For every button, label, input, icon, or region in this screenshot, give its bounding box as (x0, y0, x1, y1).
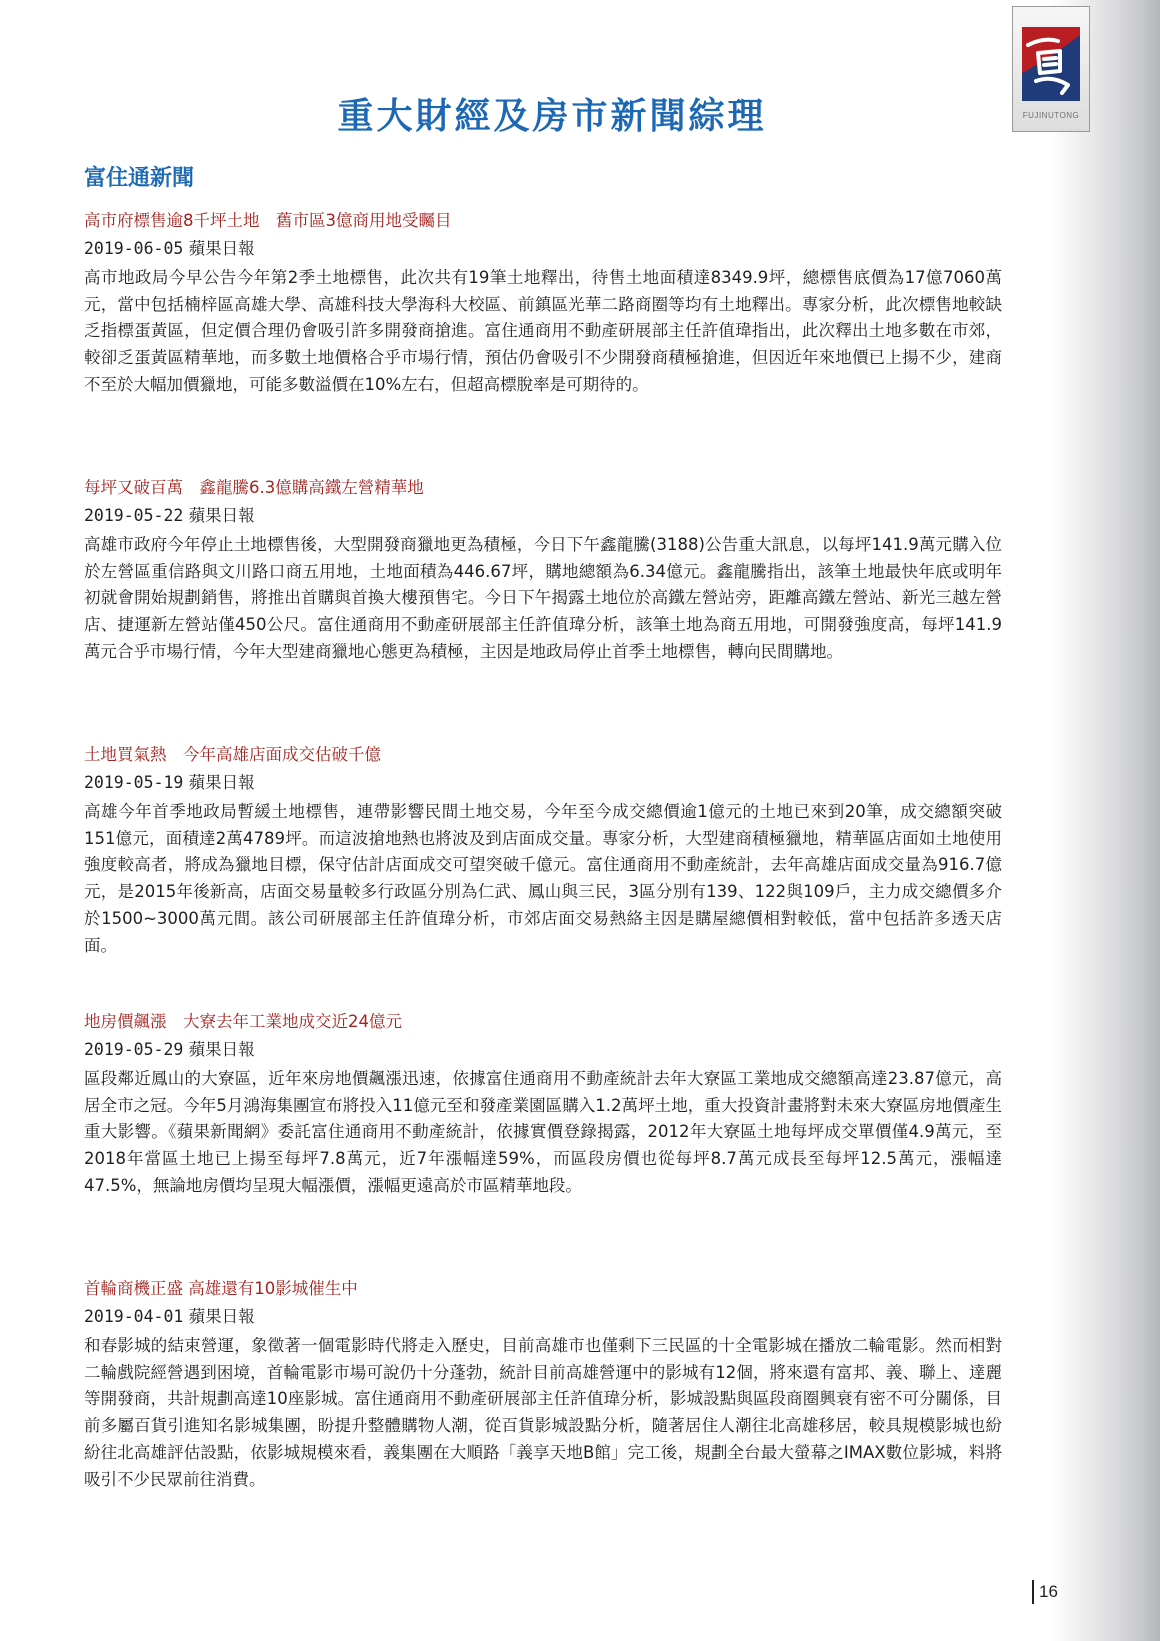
side-gradient-band (1050, 0, 1160, 1641)
article-dateline (84, 238, 1002, 260)
article-body: 和春影城的結束營運，象徵著一個電影時代將走入歷史，目前高雄市也僅剩下三民區的十全電影城在播放二輪電影。然而相對二輪戲院經營遇到困境，首輪電影市場可說仍十分蓬勃，統計目前高雄營運中的影城有12個，將來還有富邦、義、聯上、達麗等開發商，共計規劃高達10座影城。富住通商用不動產研展部主任許值瑋分析，影城設點與區段商圈興衰有密不可分關係，目前多屬百貨引進知名影城集團，盼提升整體購物人潮，從百貨影城設點分析，隨著居住人潮往北高雄移居，較具規模影城也紛紛往北高雄評估設點，依影城規模來看，義集團在大順路「義享天地B館」完工後，規劃全台最大螢幕之IMAX數位影城，料將吸引不少民眾前往消費。 (84, 1336, 1002, 1489)
article-date: 2019-05-22 (84, 506, 184, 525)
article-source: 蘋果日報 (188, 1307, 255, 1326)
article-date: 2019-05-29 (84, 1040, 184, 1059)
news-article (84, 1278, 1002, 1493)
article-dateline (84, 1306, 1002, 1328)
article-headline: 每坪又破百萬 鑫龍騰6.3億購高鐵左營精華地 (84, 478, 424, 497)
article-source: 蘋果日報 (188, 239, 255, 258)
article-body: 高市地政局今早公告今年第2季土地標售，此次共有19筆土地釋出，待售土地面積達8349.9坪，總標售底價為17億7060萬元，當中包括楠梓區高雄大學、高雄科技大學海科大校區、前鎮區光華二路商圈等均有土地釋出。專家分析，此次標售地較缺乏指標蛋黃區，但定價合理仍會吸引許多開發商搶進。富住通商用不動產研展部主任許值瑋指出，此次釋出土地多數在市郊，較卻乏蛋黃區精華地，而多數土地價格合乎市場行情，預估仍會吸引不少開發商積極搶進，但因近年來地價已上揚不少，建商不至於大幅加價獵地，可能多數溢價在10%左右，但超高標脫率是可期待的。 (84, 268, 1002, 394)
article-dateline (84, 772, 1002, 794)
article-date: 2019-04-01 (84, 1307, 184, 1326)
article-dateline (84, 1039, 1002, 1061)
news-article (84, 210, 1002, 399)
logo-wordmark: FUJINUTONG (1022, 111, 1080, 120)
article-headline: 高市府標售逾8千坪土地 舊市區3億商用地受矚目 (84, 211, 452, 230)
article-source: 蘋果日報 (188, 773, 255, 792)
article-headline: 土地買氣熱 今年高雄店面成交估破千億 (84, 745, 381, 764)
article-date: 2019-05-19 (84, 773, 184, 792)
article-body: 區段鄰近鳳山的大寮區，近年來房地價飆漲迅速，依據富住通商用不動產統計去年大寮區工業地成交總額高達23.87億元，高居全市之冠。今年5月鴻海集團宣布將投入11億元至和發產業園區購入1.2萬坪土地，重大投資計畫將對未來大寮區房地價產生重大影響。《蘋果新聞網》委託富住通商用不動產統計，依據實價登錄揭露，2012年大寮區土地每坪成交單價僅4.9萬元，至2018年當區土地已上揚至每坪7.8萬元，近7年漲幅達59%，而區段房價也從每坪8.7萬元成長至每坪12.5萬元，漲幅達47.5%，無論地房價均呈現大幅漲價，漲幅更遠高於市區精華地段。 (84, 1069, 1002, 1195)
page-title: 重大財經及房市新聞綜理 (337, 96, 767, 137)
article-body: 高雄市政府今年停止土地標售後，大型開發商獵地更為積極，今日下午鑫龍騰(3188)公告重大訊息，以每坪141.9萬元購入位於左營區重信路與文川路口商五用地，土地面積為446.67坪，購地總額為6.34億元。鑫龍騰指出，該筆土地最快年底或明年初就會開始規劃銷售，將推出首購與首換大樓預售宅。今日下午揭露土地位於高鐵左營站旁，距離高鐵左營站、新光三越左營店、捷運新左營站僅450公尺。富住通商用不動產研展部主任許值瑋分析，該筆土地為商五用地，可開發強度高，每坪141.9萬元合乎市場行情，今年大型建商獵地心態更為積極，主因是地政局停止首季土地標售，轉向民間購地。 (84, 535, 1002, 661)
article-headline: 地房價飆漲 大寮去年工業地成交近24億元 (84, 1012, 402, 1031)
article-body: 高雄今年首季地政局暫緩土地標售，連帶影響民間土地交易，今年至今成交總價逾1億元的土地已來到20筆，成交總額突破151億元，面積達2萬4789坪。而這波搶地熱也將波及到店面成交量。專家分析，大型建商積極獵地，精華區店面如土地使用強度較高者，將成為獵地目標，保守估計店面成交可望突破千億元。富住通商用不動產統計，去年高雄店面成交量為916.7億元，是2015年後新高，店面交易量較多行政區分別為仁武、鳳山與三民，3區分別有139、122與109戶，主力成交總價多介於1500~3000萬元間。該公司研展部主任許值瑋分析，市郊店面交易熱絡主因是購屋總價相對較低，當中包括許多透天店面。 (84, 802, 1002, 955)
article-source: 蘋果日報 (188, 1040, 255, 1059)
article-date: 2019-06-05 (84, 239, 184, 258)
logo-emblem-icon (1022, 27, 1080, 101)
section-title: 富住通新聞 (84, 166, 195, 191)
news-article (84, 477, 1002, 666)
news-article (84, 1011, 1002, 1200)
page-number: 16 (1032, 1580, 1058, 1604)
article-dateline (84, 505, 1002, 527)
article-headline: 首輪商機正盛 高雄還有10影城催生中 (84, 1279, 358, 1298)
article-source: 蘋果日報 (188, 506, 255, 525)
news-article (84, 744, 1002, 959)
